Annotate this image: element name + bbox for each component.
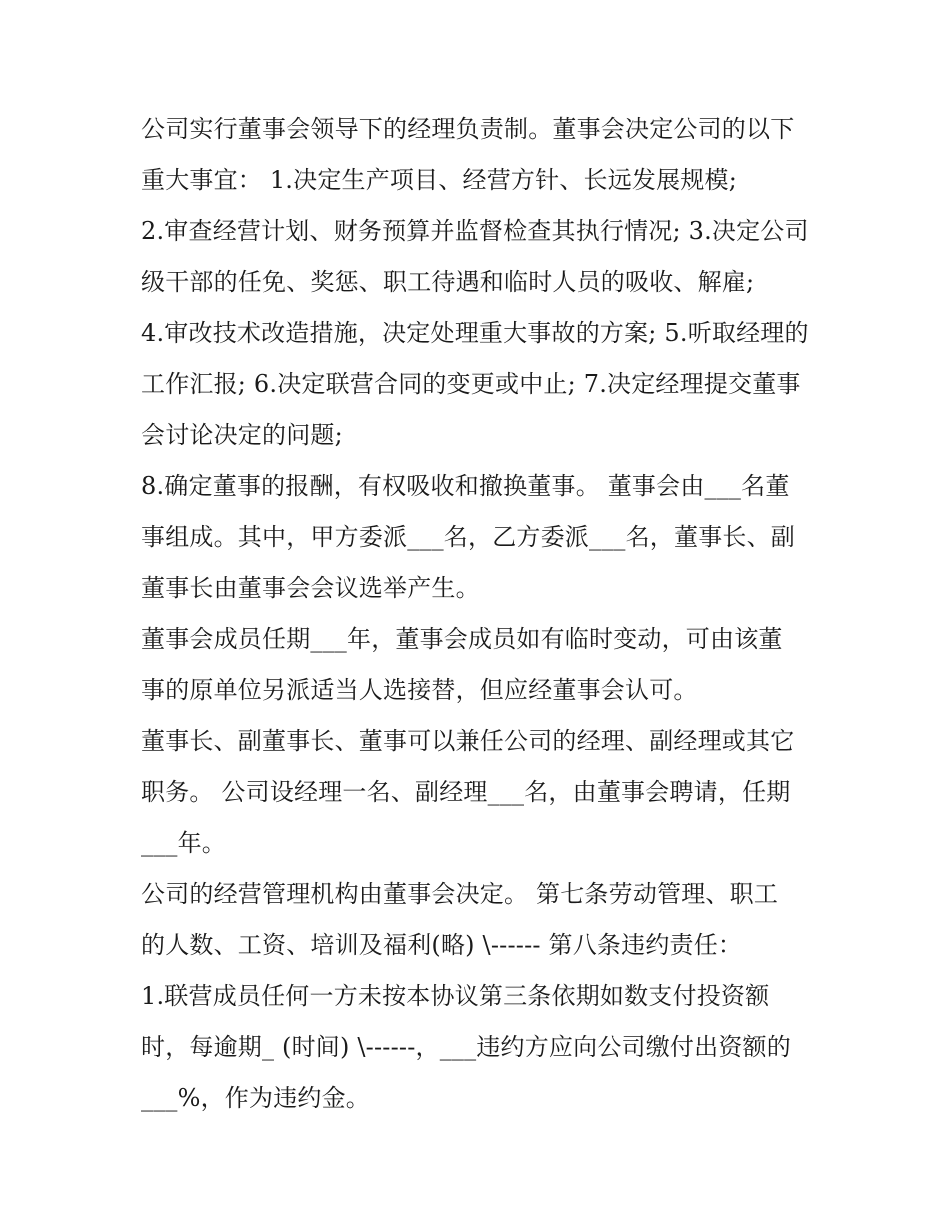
- text-line: 重大事宜： 1.决定生产项目、经营方针、长远发展规模;: [141, 166, 738, 194]
- text-line: 公司实行董事会领导下的经理负责制。董事会决定公司的以下: [141, 115, 795, 143]
- text-line: 级干部的任免、奖惩、职工待遇和临时人员的吸收、解雇;: [141, 268, 755, 296]
- text-line: 公司的经营管理机构由董事会决定。 第七条劳动管理、职工: [141, 880, 779, 908]
- text-line: 董事长由董事会会议选举产生。: [141, 574, 480, 602]
- text-line: 1.联营成员任何一方未按本协议第三条依期如数支付投资额: [141, 982, 770, 1010]
- text-line: 工作汇报; 6.决定联营合同的变更或中止; 7.决定经理提交董事: [141, 370, 801, 398]
- text-line: 4.审改技术改造措施，决定处理重大事故的方案; 5.听取经理的: [141, 319, 809, 347]
- text-line: 的人数、工资、培训及福利(略) \------ 第八条违约责任：: [141, 931, 743, 959]
- text-line: 时，每逾期_ (时间) \------，___违约方应向公司缴付出资额的: [141, 1033, 791, 1061]
- text-line: 董事会成员任期___年，董事会成员如有临时变动，可由该董: [141, 625, 783, 653]
- document-body: [141, 104, 821, 1124]
- text-line: ___年。: [141, 829, 226, 857]
- text-line: 事的原单位另派适当人选接替，但应经董事会认可。: [141, 676, 698, 704]
- text-line: 2.审查经营计划、财务预算并监督检查其执行情况; 3.决定公司: [141, 217, 809, 245]
- text-line: 会讨论决定的问题;: [141, 421, 343, 449]
- text-line: 事组成。其中，甲方委派___名，乙方委派___名，董事长、副: [141, 523, 795, 551]
- text-line: ___%，作为违约金。: [141, 1084, 371, 1112]
- text-line: 董事长、副董事长、董事可以兼任公司的经理、副经理或其它: [141, 727, 795, 755]
- text-line: 8.确定董事的报酬，有权吸收和撤换董事。 董事会由___名董: [141, 472, 790, 500]
- text-line: 职务。 公司设经理一名、副经理___名，由董事会聘请，任期: [141, 778, 791, 806]
